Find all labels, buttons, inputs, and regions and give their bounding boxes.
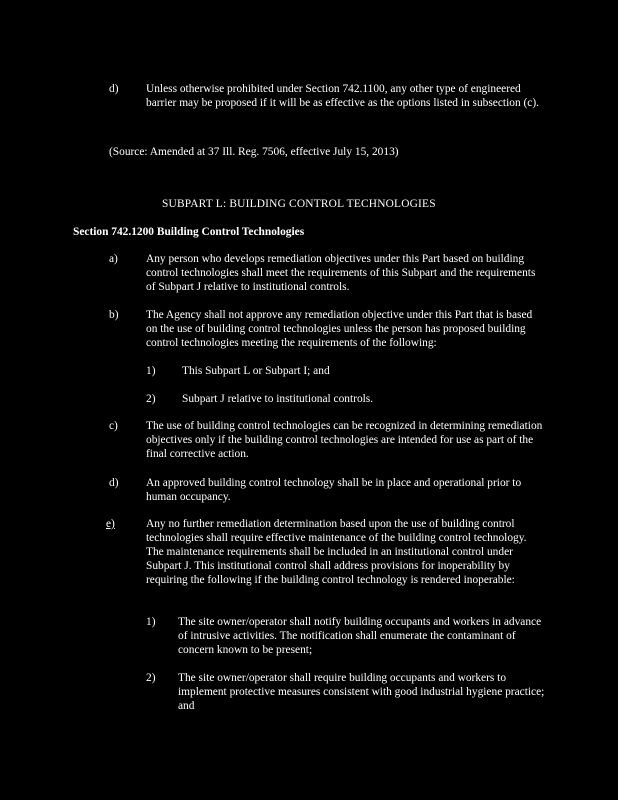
item-e1-label: 1) bbox=[146, 616, 156, 628]
item-d-top-text: Unless otherwise prohibited under Section 742.1100, any other type of engineered barrier may be proposed if it will be as effective as the options listed in subsection (c). bbox=[146, 83, 539, 109]
item-a-text: Any person who develops remediation objectives under this Part based on building control technologies shall meet the requirements of this Subpart and the requirements of Subpart J relative to institutional controls. bbox=[146, 253, 536, 293]
item-e-text: Any no further remediation determination based upon the use of building control technologies shall require effective maintenance of the building control technology. The maintenance requirements shall be included in an institutional control under Subpart J. This institutional control shall address provisions for inoperability by requiring the following if the building control technology is rendered inoperable: bbox=[146, 518, 527, 586]
item-d-top-label: d) bbox=[109, 83, 119, 95]
item-c-text: The use of building control technologies can be recognized in determining remediation objectives only if the building control technologies are intended for use as part of the final corrective action. bbox=[146, 420, 543, 460]
item-b-text: The Agency shall not approve any remediation objective under this Part that is based on the use of building control technologies unless the person has proposed building control technologies meeting the requirements of the following: bbox=[146, 309, 533, 349]
source-note: (Source: Amended at 37 Ill. Reg. 7506, effective July 15, 2013) bbox=[109, 146, 399, 158]
item-e2-label: 2) bbox=[146, 672, 156, 684]
item-e-label: e) bbox=[106, 518, 115, 530]
item-e2-text: The site owner/operator shall require building occupants and workers to implement protective measures consistent with good industrial hygiene practice; and bbox=[178, 672, 545, 712]
item-b-label: b) bbox=[109, 309, 119, 321]
item-d-label: d) bbox=[109, 477, 119, 489]
item-a-label: a) bbox=[109, 253, 118, 265]
item-b1-text: This Subpart L or Subpart I; and bbox=[182, 365, 330, 377]
item-b2-label: 2) bbox=[146, 393, 156, 405]
item-b2-text: Subpart J relative to institutional controls. bbox=[182, 393, 374, 405]
item-b1-label: 1) bbox=[146, 365, 156, 377]
item-c-label: c) bbox=[109, 420, 118, 432]
item-d-text: An approved building control technology shall be in place and operational prior to human occupancy. bbox=[146, 477, 522, 503]
section-title: Section 742.1200 Building Control Technologies bbox=[73, 226, 305, 238]
subpart-title: SUBPART L: BUILDING CONTROL TECHNOLOGIES bbox=[162, 198, 436, 210]
item-e1-text: The site owner/operator shall notify building occupants and workers in advance of intrusive activities. The notification shall enumerate the contaminant of concern known to be present; bbox=[178, 616, 542, 656]
